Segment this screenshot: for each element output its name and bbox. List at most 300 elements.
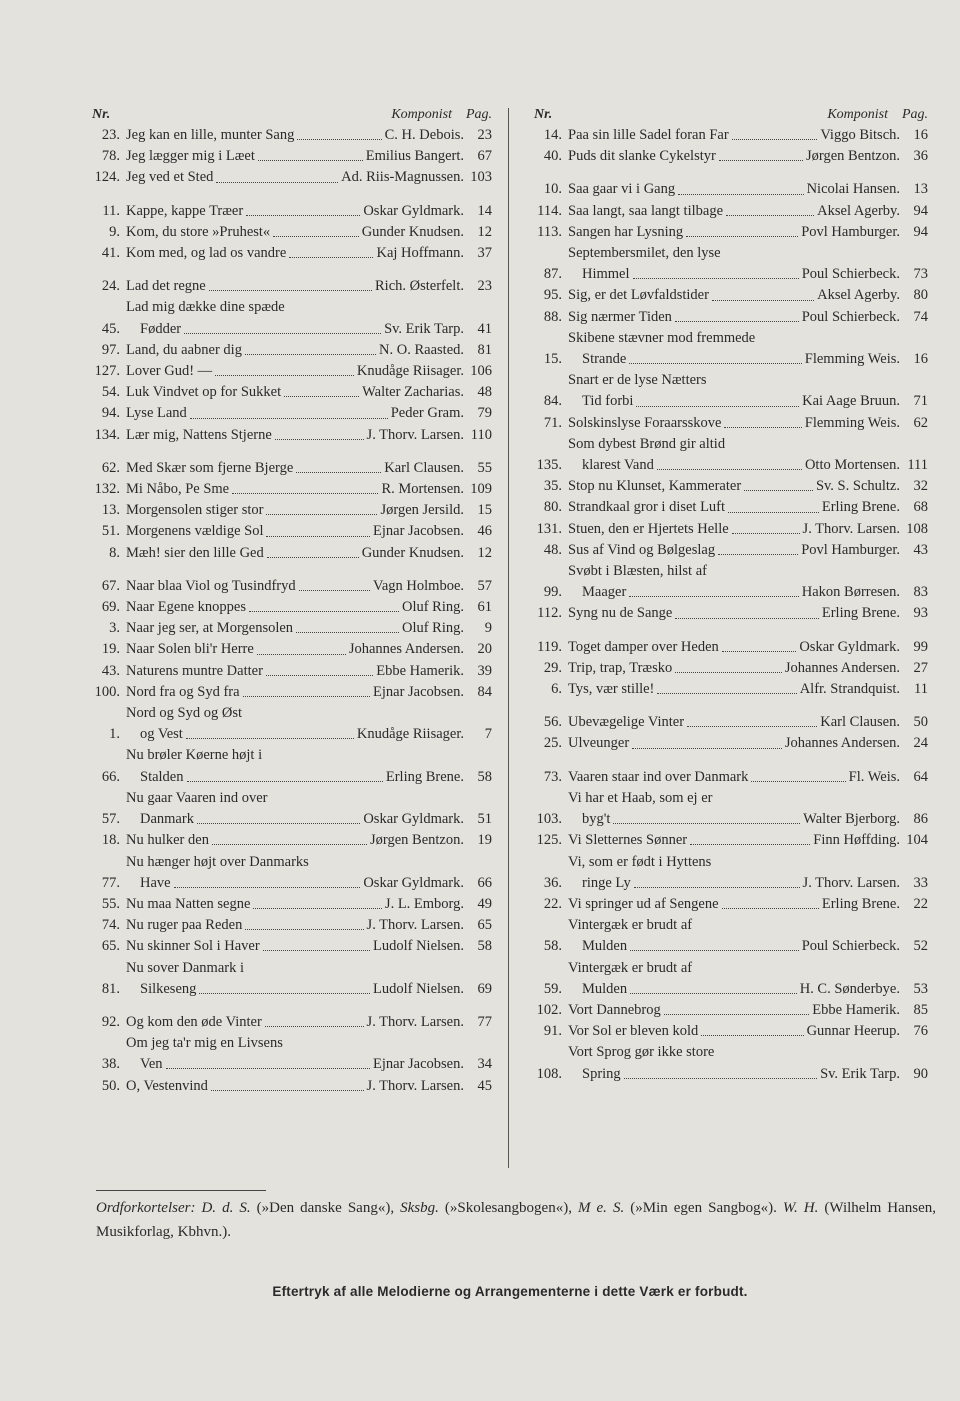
song-title: Danmark <box>140 811 194 828</box>
song-composer: R. Mortensen. <box>381 481 464 498</box>
song-number: 125. <box>536 832 562 849</box>
song-composer: Jørgen Bentzon. <box>806 148 900 165</box>
song-title: Vi springer ud af Sengene <box>568 895 719 912</box>
song-number: 77. <box>101 874 120 891</box>
song-title: Ubevægelige Vinter <box>568 714 685 731</box>
song-composer: Erling Brene. <box>821 605 900 622</box>
song-title-line <box>568 915 900 936</box>
song-composer: Oskar Gyldmark. <box>363 811 464 828</box>
song-number: 24. <box>101 278 120 295</box>
song-title: Lover Gud! — <box>126 363 213 380</box>
song-title: Og kom den øde Vinter <box>126 1013 262 1030</box>
song-title-line <box>568 788 900 809</box>
song-entry <box>92 958 492 1000</box>
dot-leader <box>634 887 800 888</box>
song-number: 95. <box>543 287 562 304</box>
song-title-line <box>568 328 900 349</box>
song-page: 73 <box>913 266 928 283</box>
song-title: byg't <box>582 811 611 828</box>
song-composer: Oluf Ring. <box>401 599 464 616</box>
song-body <box>126 125 464 146</box>
dot-leader <box>284 396 359 397</box>
dot-leader <box>297 139 381 140</box>
song-title-line <box>568 243 900 264</box>
index-column-left <box>92 105 492 1097</box>
song-title: Nord fra og Syd fra <box>126 683 240 700</box>
dot-leader <box>275 439 364 440</box>
song-body <box>568 852 900 894</box>
dot-leader <box>184 333 381 334</box>
song-entry <box>92 915 492 936</box>
abbr-sksbg-text: (»Skolesangbogen«), <box>444 1200 572 1216</box>
song-title-line <box>568 540 900 561</box>
song-title: Om jeg ta'r mig en Livsens <box>126 1035 283 1052</box>
song-page: 15 <box>477 502 492 519</box>
dot-leader <box>245 354 376 355</box>
song-composer: Flemming Weis. <box>804 414 900 431</box>
song-body <box>568 767 900 788</box>
song-title-continuation <box>126 979 464 1000</box>
song-entry <box>92 618 492 639</box>
abbr-sksbg-code: Sksbg. <box>400 1200 439 1216</box>
dot-leader <box>166 1068 370 1069</box>
song-number: 94. <box>101 405 120 422</box>
song-title: Mulden <box>582 938 628 955</box>
song-title: Tid forbi <box>582 393 634 410</box>
song-page: 34 <box>477 1056 492 1073</box>
song-entry <box>534 658 928 679</box>
song-entry <box>534 767 928 788</box>
song-page: 85 <box>913 1001 928 1018</box>
song-page: 55 <box>477 459 492 476</box>
dot-leader <box>629 596 798 597</box>
song-title-line <box>126 222 464 243</box>
song-composer: J. Thorv. Larsen. <box>366 1077 464 1094</box>
song-composer: Aksel Agerby. <box>817 287 900 304</box>
song-page: 43 <box>913 541 928 558</box>
song-number: 10. <box>543 181 562 198</box>
song-page: 81 <box>477 341 492 358</box>
song-page: 11 <box>914 681 928 698</box>
song-title-line <box>126 543 464 564</box>
song-page: 36 <box>913 148 928 165</box>
song-number: 81. <box>101 980 120 997</box>
song-title-line <box>126 382 464 403</box>
song-page: 65 <box>477 917 492 934</box>
song-body <box>126 500 464 521</box>
dot-leader <box>690 844 810 845</box>
song-body <box>126 222 464 243</box>
song-title: Sus af Vind og Bølgeslag <box>568 541 716 558</box>
song-page: 52 <box>913 938 928 955</box>
song-page: 58 <box>477 768 492 785</box>
song-body <box>126 479 464 500</box>
song-entry <box>534 125 928 146</box>
song-entry <box>92 500 492 521</box>
song-number: 45. <box>101 320 120 337</box>
song-composer: Karl Clausen. <box>384 459 464 476</box>
column-divider <box>508 108 509 1168</box>
song-number: 40. <box>543 148 562 165</box>
song-title: Skibene stævner mod fremmede <box>568 329 756 346</box>
song-composer: Erling Brene. <box>821 895 900 912</box>
dot-leader <box>245 929 363 930</box>
song-body <box>568 637 900 658</box>
column-header <box>534 105 928 125</box>
song-page: 41 <box>477 320 492 337</box>
song-page: 27 <box>913 659 928 676</box>
song-title-line <box>568 201 900 222</box>
song-composer: Erling Brene. <box>385 768 464 785</box>
song-page: 109 <box>470 481 492 498</box>
song-title-line <box>568 958 900 979</box>
song-body <box>126 458 464 479</box>
song-title: Maager <box>582 584 627 601</box>
song-title: Lad det regne <box>126 278 206 295</box>
song-page: 69 <box>477 980 492 997</box>
song-title-line <box>126 788 464 809</box>
dot-leader <box>728 512 819 513</box>
song-title: Som dybest Brønd gir altid <box>568 435 726 452</box>
song-number: 112. <box>537 605 562 622</box>
song-title: Fødder <box>140 320 182 337</box>
song-number: 99. <box>543 584 562 601</box>
song-title: Vort Dannebrog <box>568 1001 661 1018</box>
group-gap <box>92 264 492 276</box>
song-body <box>568 894 900 915</box>
song-title-line <box>568 561 900 582</box>
song-title-line <box>568 125 900 146</box>
song-title-line <box>126 576 464 597</box>
song-composer: Sv. Erik Tarp. <box>820 1065 900 1082</box>
song-entry <box>92 543 492 564</box>
song-entry <box>534 497 928 518</box>
song-title: Paa sin lille Sadel foran Far <box>568 127 729 143</box>
song-entry <box>92 1033 492 1075</box>
dot-leader <box>267 557 359 558</box>
song-body <box>126 1012 464 1033</box>
dot-leader <box>726 215 814 216</box>
dot-leader <box>632 748 782 749</box>
song-title-line <box>568 733 900 754</box>
song-entry <box>92 703 492 745</box>
song-title-line <box>126 425 464 446</box>
dot-leader <box>675 321 799 322</box>
dot-leader <box>249 611 399 612</box>
song-list-left <box>92 125 492 1097</box>
song-composer: J. Thorv. Larsen. <box>366 917 464 934</box>
song-body <box>126 852 464 894</box>
song-number: 135. <box>536 457 562 474</box>
song-composer: H. C. Sønderbye. <box>799 980 900 997</box>
song-number: 69. <box>101 599 120 616</box>
song-title: Kappe, kappe Træer <box>126 202 244 219</box>
song-composer: Kai Aage Bruun. <box>802 393 900 410</box>
song-title-line <box>568 519 900 540</box>
song-title: Saa langt, saa langt tilbage <box>568 202 724 219</box>
song-title-line <box>126 639 464 660</box>
song-body <box>126 340 464 361</box>
abbreviations-note <box>96 1196 936 1244</box>
song-body <box>568 603 900 624</box>
song-composer: Ludolf Nielsen. <box>372 980 464 997</box>
song-entry <box>92 1012 492 1033</box>
song-title-line <box>126 521 464 542</box>
song-title-line <box>568 679 900 700</box>
song-title: Vintergæk er brudt af <box>568 959 693 976</box>
song-composer: Walter Bjerborg. <box>803 811 900 828</box>
dot-leader <box>630 993 797 994</box>
song-title: Luk Vindvet op for Sukket <box>126 384 282 401</box>
song-page: 64 <box>913 768 928 785</box>
song-composer: Gunder Knudsen. <box>361 544 464 561</box>
dot-leader <box>265 1026 364 1027</box>
song-title: Stalden <box>140 768 184 785</box>
dot-leader <box>257 654 346 655</box>
song-composer: J. Thorv. Larsen. <box>366 426 464 443</box>
song-page: 67 <box>477 148 492 165</box>
song-composer: Vagn Holmboe. <box>372 577 464 594</box>
song-composer: Johannes Andersen. <box>784 735 900 752</box>
song-title-line <box>568 767 900 788</box>
song-title: Strande <box>582 351 627 368</box>
song-title: Naturens muntre Datter <box>126 662 263 679</box>
song-body <box>126 146 464 167</box>
song-entry <box>92 125 492 146</box>
song-title: O, Vestenvind <box>126 1077 208 1094</box>
song-title-line <box>126 361 464 382</box>
song-title: ringe Ly <box>582 874 631 891</box>
song-composer: Ludolf Nielsen. <box>372 938 464 955</box>
song-entry <box>534 179 928 200</box>
song-title: Nu ruger paa Reden <box>126 917 243 934</box>
song-composer: Flemming Weis. <box>804 351 900 368</box>
song-body <box>568 958 900 1000</box>
dot-leader <box>263 950 370 951</box>
song-body <box>126 597 464 618</box>
header-komponist: Komponist <box>391 107 452 122</box>
song-title-line <box>126 958 464 979</box>
song-title-line <box>568 1042 900 1063</box>
song-composer: Povl Hamburger. <box>801 223 900 240</box>
song-number: 29. <box>543 659 562 676</box>
group-gap <box>92 189 492 201</box>
song-body <box>568 1042 900 1084</box>
dot-leader <box>664 1014 809 1015</box>
song-page: 23 <box>477 278 492 295</box>
dot-leader <box>186 738 354 739</box>
song-entry <box>534 413 928 434</box>
song-entry <box>534 146 928 167</box>
song-number: 65. <box>101 938 120 955</box>
song-page: 13 <box>913 181 928 198</box>
song-body <box>126 201 464 222</box>
song-title-line <box>126 1012 464 1033</box>
dot-leader <box>629 363 801 364</box>
song-title-line <box>568 476 900 497</box>
dot-leader <box>718 554 798 555</box>
song-page: 106 <box>470 363 492 380</box>
song-number: 91. <box>543 1023 562 1040</box>
song-page: 24 <box>913 735 928 752</box>
song-entry <box>92 576 492 597</box>
song-page: 94 <box>913 223 928 240</box>
song-title-continuation <box>568 809 900 830</box>
song-title: Morgenens vældige Sol <box>126 523 264 540</box>
song-number: 132. <box>94 481 120 498</box>
dot-leader <box>296 472 381 473</box>
song-number: 1. <box>109 726 120 743</box>
song-composer: Ebbe Hamerik. <box>812 1001 900 1018</box>
dot-leader <box>211 1090 364 1091</box>
song-page: 77 <box>477 1013 492 1030</box>
song-title: Svøbt i Blæsten, hilst af <box>568 563 707 580</box>
song-composer: Ejnar Jacobsen. <box>373 523 464 540</box>
song-title-line <box>126 340 464 361</box>
song-composer: Poul Schierbeck. <box>801 308 900 325</box>
song-title-continuation <box>126 767 464 788</box>
song-entry <box>92 222 492 243</box>
song-entry <box>534 434 928 476</box>
song-body <box>568 540 900 561</box>
song-entry <box>534 285 928 306</box>
abbr-mes-text: (»Min egen Sangbog«). <box>630 1200 777 1216</box>
song-number: 36. <box>543 874 562 891</box>
song-title: Nu brøler Køerne højt i <box>126 747 263 764</box>
song-title-continuation <box>126 809 464 830</box>
song-entry <box>92 458 492 479</box>
song-body <box>568 712 900 733</box>
header-pag: Pag. <box>465 107 492 122</box>
song-page: 12 <box>477 544 492 561</box>
song-page: 20 <box>477 641 492 658</box>
song-number: 103. <box>536 811 562 828</box>
group-gap <box>92 446 492 458</box>
song-list-right <box>534 125 928 1085</box>
song-title: Vi har et Haab, som ej er <box>568 789 713 806</box>
dot-leader <box>719 160 803 161</box>
dot-leader <box>246 215 360 216</box>
song-body <box>568 370 900 412</box>
song-number: 13. <box>101 502 120 519</box>
song-number: 25. <box>543 735 562 752</box>
song-body <box>568 179 900 200</box>
song-page: 90 <box>913 1065 928 1082</box>
song-number: 131. <box>536 520 562 537</box>
song-number: 67. <box>101 577 120 594</box>
dot-leader <box>687 726 817 727</box>
song-entry <box>534 1021 928 1042</box>
song-body <box>126 1076 464 1097</box>
song-body <box>126 788 464 830</box>
song-entry <box>534 540 928 561</box>
song-page: 32 <box>913 478 928 495</box>
song-number: 119. <box>537 638 562 655</box>
song-number: 124. <box>94 169 120 186</box>
song-entry <box>92 597 492 618</box>
song-page: 71 <box>913 393 928 410</box>
song-composer: N. O. Raasted. <box>379 341 464 358</box>
song-composer: J. Thorv. Larsen. <box>366 1013 464 1030</box>
song-title: Nord og Syd og Øst <box>126 705 243 722</box>
song-title-line <box>126 661 464 682</box>
group-gap <box>534 167 928 179</box>
song-composer: Viggo Bitsch. <box>820 127 900 143</box>
dot-leader <box>243 696 370 697</box>
song-number: 134. <box>94 426 120 443</box>
song-title-line <box>568 852 900 873</box>
song-page: 86 <box>913 811 928 828</box>
song-page: 9 <box>484 620 492 637</box>
song-number: 51. <box>101 523 120 540</box>
song-body <box>568 434 900 476</box>
group-gap <box>534 625 928 637</box>
song-title: Nu sover Danmark i <box>126 959 244 976</box>
song-page: 103 <box>470 169 492 186</box>
song-entry <box>534 603 928 624</box>
song-entry <box>92 661 492 682</box>
song-entry <box>92 361 492 382</box>
header-nr: Nr. <box>92 107 111 122</box>
song-entry <box>92 479 492 500</box>
song-composer: Oskar Gyldmark. <box>363 874 464 891</box>
song-number: 108. <box>536 1065 562 1082</box>
song-number: 43. <box>101 662 120 679</box>
song-entry <box>534 201 928 222</box>
song-entry <box>534 712 928 733</box>
group-gap <box>534 700 928 712</box>
song-number: 6. <box>551 681 562 698</box>
song-entry <box>534 679 928 700</box>
song-body <box>126 958 464 1000</box>
song-composer: Poul Schierbeck. <box>801 938 900 955</box>
dot-leader <box>657 469 802 470</box>
song-number: 71. <box>543 414 562 431</box>
song-entry <box>534 788 928 830</box>
song-composer: Nicolai Hansen. <box>806 181 900 198</box>
song-page: 80 <box>913 287 928 304</box>
dot-leader <box>266 675 373 676</box>
song-title-line <box>126 125 464 146</box>
song-number: 18. <box>101 832 120 849</box>
song-entry <box>534 894 928 915</box>
dot-leader <box>266 514 377 515</box>
dot-leader <box>289 257 373 258</box>
song-title-line <box>568 658 900 679</box>
abbr-mes-code: M e. S. <box>577 1200 625 1216</box>
song-page: 76 <box>913 1023 928 1040</box>
song-page: 66 <box>477 874 492 891</box>
song-body <box>126 403 464 424</box>
song-composer: Povl Hamburger. <box>801 541 900 558</box>
song-title: Naar Egene knoppes <box>126 599 246 616</box>
song-entry <box>534 307 928 328</box>
song-title: Solskinslyse Foraarsskove <box>568 414 722 431</box>
song-page: 16 <box>913 351 928 368</box>
song-title-line <box>568 179 900 200</box>
song-entry <box>534 915 928 957</box>
song-composer: Knudåge Riisager. <box>356 726 464 743</box>
song-title: Lyse Land <box>126 405 187 422</box>
song-composer: Johannes Andersen. <box>348 641 464 658</box>
song-number: 84. <box>543 393 562 410</box>
song-title-line <box>126 458 464 479</box>
song-title-continuation <box>568 979 900 1000</box>
song-title: Spring <box>582 1065 621 1082</box>
dot-leader <box>633 278 799 279</box>
song-entry <box>92 745 492 787</box>
song-page: 7 <box>484 726 492 743</box>
